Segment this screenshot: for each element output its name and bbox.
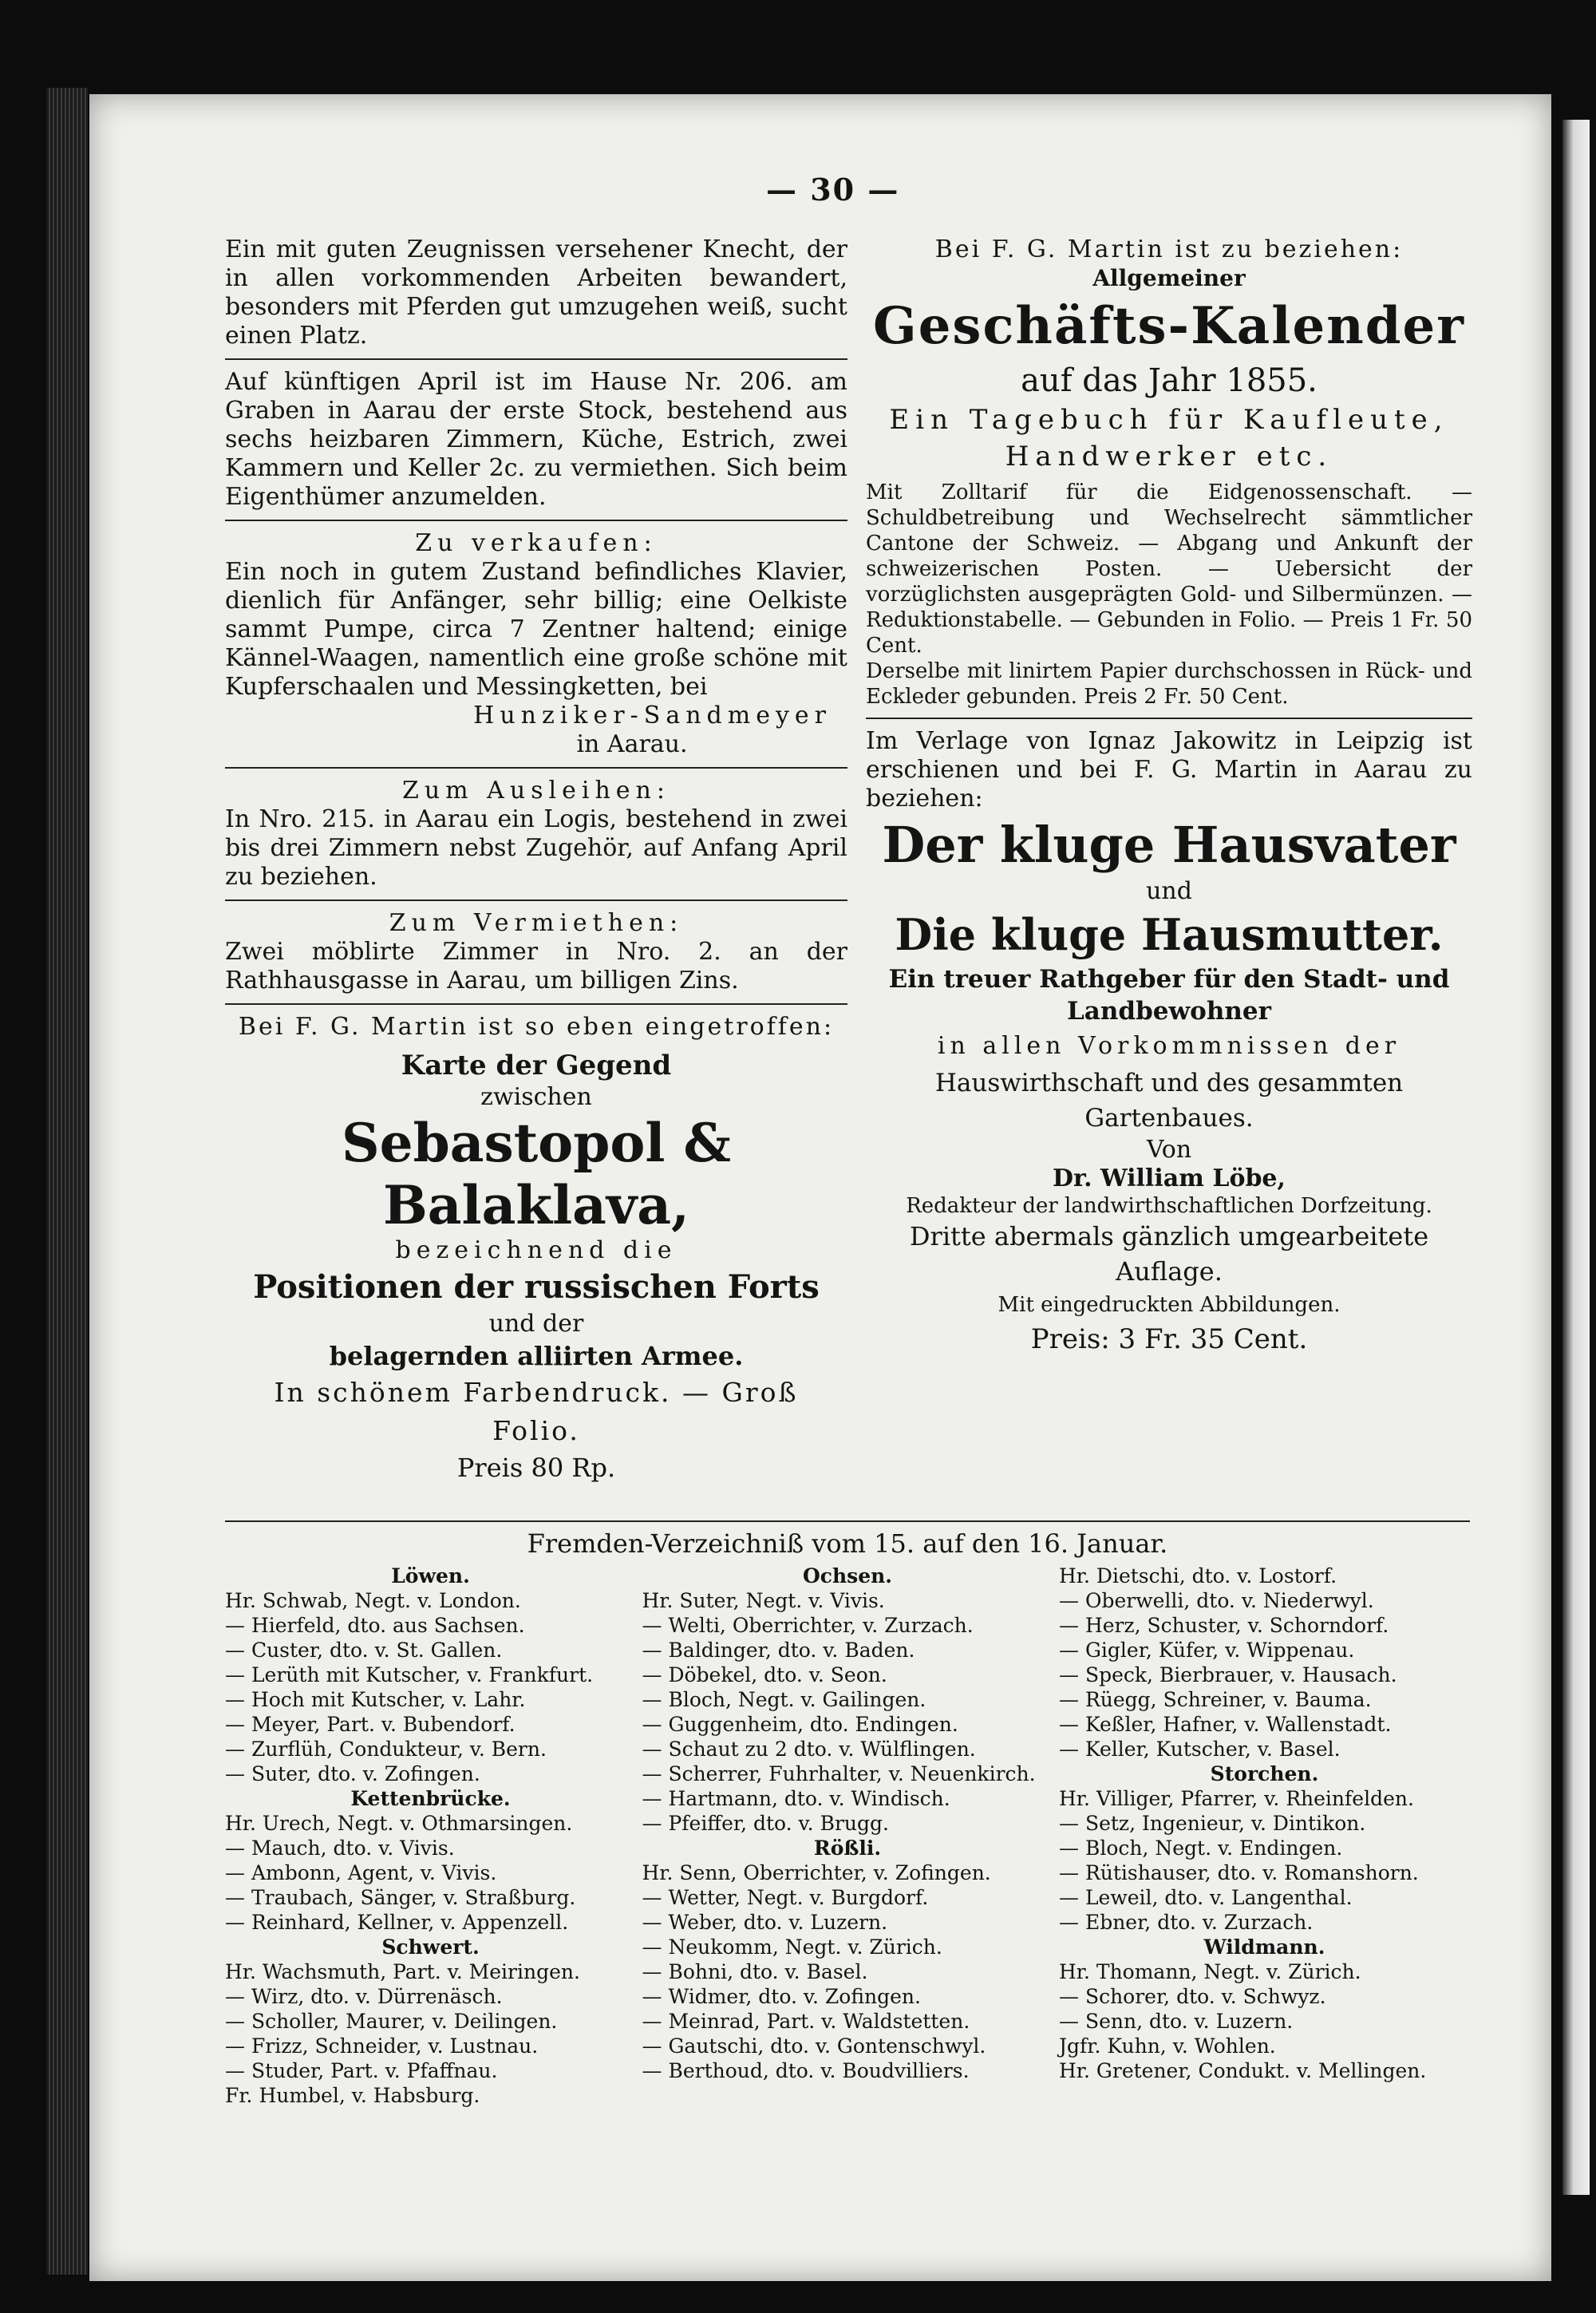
guest-entry: — Bohni, dto. v. Basel. xyxy=(642,1960,868,1983)
heading-zum-vermiethen: Zum Vermiethen: xyxy=(389,909,684,937)
guest-entry: — Custer, dto. v. St. Gallen. xyxy=(225,1639,503,1662)
guest-entry: — Scholler, Maurer, v. Deilingen. xyxy=(225,2010,558,2033)
guest-entry: Jgfr. Kuhn, v. Wohlen. xyxy=(1059,2034,1276,2058)
guest-entry: — Lerüth mit Kutscher, v. Frankfurt. xyxy=(225,1663,594,1686)
heading-zum-ausleihen: Zum Ausleihen: xyxy=(402,777,670,805)
guest-entry: — Ambonn, Agent, v. Vivis. xyxy=(225,1861,497,1884)
karte-intro: Bei F. G. Martin ist so eben eingetroffen: xyxy=(238,1013,835,1041)
guest-entry: — Hoch mit Kutscher, v. Lahr. xyxy=(225,1688,526,1711)
guest-entry: — Studer, Part. v. Pfaffnau. xyxy=(225,2059,498,2082)
guest-entry: — Frizz, Schneider, v. Lustnau. xyxy=(225,2034,539,2058)
guest-entry: — Rüegg, Schreiner, v. Bauma. xyxy=(1059,1688,1372,1711)
divider xyxy=(225,1003,847,1005)
kalender-title: Geschäfts-Kalender xyxy=(873,296,1465,356)
guest-entry: — Widmer, dto. v. Zofingen. xyxy=(642,1985,921,2008)
karte-armee: belagernden alliirten Armee. xyxy=(329,1341,744,1371)
guest-entry: — Mauch, dto. v. Vivis. xyxy=(225,1837,455,1860)
guest-entry: — Gautschi, dto. v. Gontenschwyl. xyxy=(642,2034,986,2058)
ad-verkaufen: Ein noch in gutem Zustand befindliches Klavier, dienlich für Anfänger, sehr billig; eine Oelkiste sammt Pumpe, circa 7 Zentner haltend; einige Kännel-Waagen, namentlich eine große schöne mit Kupferschaalen und Messingketten, bei xyxy=(225,558,847,701)
guest-entry: Fr. Humbel, v. Habsburg. xyxy=(225,2084,480,2107)
hotel-heading: Schwert. xyxy=(381,1935,480,1959)
hausvater-und: und xyxy=(1146,877,1192,905)
hausvater-abbildungen: Mit eingedruckten Abbildungen. xyxy=(998,1293,1341,1317)
guest-entry: — Meinrad, Part. v. Waldstetten. xyxy=(642,2010,970,2033)
karte-preis: Preis 80 Rp. xyxy=(456,1453,616,1483)
hausvater-redakteur: Redakteur der landwirthschaftlichen Dorfzeitung. xyxy=(906,1194,1432,1218)
karte-und-der: und der xyxy=(488,1310,584,1338)
guest-entry: — Ebner, dto. v. Zurzach. xyxy=(1059,1911,1314,1934)
guest-entry: — Gigler, Küfer, v. Wippenau. xyxy=(1059,1639,1355,1662)
kalender-handwerker: Handwerker etc. xyxy=(1005,441,1333,472)
guest-entry: Hr. Dietschi, dto. v. Lostorf. xyxy=(1059,1564,1337,1587)
guest-entry: — Rütishauser, dto. v. Romanshorn. xyxy=(1059,1861,1419,1884)
guest-entry: — Reinhard, Kellner, v. Appenzell. xyxy=(225,1911,569,1934)
ad-vermieten-stock: Auf künftigen April ist im Hause Nr. 206. am Graben in Aarau der erste Stock, bestehend aus sechs heizbaren Zimmern, Küche, Estrich, zwei Kammern und Keller 2c. zu vermiethen. Sich beim Eigenthümer anzumelden. xyxy=(225,368,847,511)
guest-entry: — Welti, Oberrichter, v. Zurzach. xyxy=(642,1614,974,1637)
karte-druck: In schönem Farbendruck. — Groß Folio. xyxy=(274,1377,799,1446)
hausvater-intro: Im Verlage von Ignaz Jakowitz in Leipzig ist erschienen und bei F. G. Martin in Aarau zu beziehen: xyxy=(866,727,1472,813)
hausvater-preis: Preis: 3 Fr. 35 Cent. xyxy=(1030,1323,1308,1355)
guest-entry: — Döbekel, dto. v. Seon. xyxy=(642,1663,887,1686)
hotel-heading: Löwen. xyxy=(391,1564,470,1587)
fremden-column-3 xyxy=(1059,1564,1470,2108)
hausmutter-title: Die kluge Hausmutter. xyxy=(895,909,1444,960)
guest-entry: — Weber, dto. v. Luzern. xyxy=(642,1911,888,1934)
guest-entry: — Wetter, Negt. v. Burgdorf. xyxy=(642,1886,929,1909)
guest-entry: — Berthoud, dto. v. Boudvilliers. xyxy=(642,2059,970,2082)
hausvater-author: Dr. William Löbe, xyxy=(1053,1164,1286,1192)
guest-entry: — Bloch, Negt. v. Endingen. xyxy=(1059,1837,1343,1860)
guest-entry: — Keßler, Hafner, v. Wallenstadt. xyxy=(1059,1713,1392,1736)
page-number: — 30 — xyxy=(766,172,900,208)
guest-entry: Hr. Thomann, Negt. v. Zürich. xyxy=(1059,1960,1361,1983)
guest-entry: — Schaut zu 2 dto. v. Wülflingen. xyxy=(642,1738,976,1761)
karte-positionen: Positionen der russischen Forts xyxy=(253,1268,820,1306)
divider xyxy=(225,358,847,360)
fremden-column-1 xyxy=(225,1564,636,2108)
guest-entry: — Speck, Bierbrauer, v. Hausach. xyxy=(1059,1663,1397,1686)
guest-entry: Hr. Wachsmuth, Part. v. Meiringen. xyxy=(225,1960,580,1983)
fremden-verzeichnis xyxy=(225,1512,1470,2108)
guest-entry: — Scherrer, Fuhrhalter, v. Neuenkirch. xyxy=(642,1762,1036,1785)
guest-entry: — Wirz, dto. v. Dürrenäsch. xyxy=(225,1985,503,2008)
hausvater-auflage: Dritte abermals gänzlich umgearbeitete Auflage. xyxy=(909,1221,1429,1287)
guest-entry: — Senn, dto. v. Luzern. xyxy=(1059,2010,1294,2033)
kalender-contents: Mit Zolltarif für die Eidgenossenschaft. — Schuldbetreibung und Wechselrecht sämmtlicher Cantone der Schweiz. — Abgang und Ankunft der schweizerischen Posten. — Uebersicht der vorzüglichsten ausgeprägten Gold- und Silbermünzen. — Reduktionstabelle. — Gebunden in Folio. — Preis 1 Fr. 50 Cent. xyxy=(866,480,1472,658)
hotel-heading: Rößli. xyxy=(813,1837,882,1860)
guest-entry: — Suter, dto. v. Zofingen. xyxy=(225,1762,480,1785)
hausvater-subtitle: Ein treuer Rathgeber für den Stadt- und Landbewohner xyxy=(888,965,1450,1026)
hausvater-vorkommnissen: in allen Vorkommnissen der xyxy=(937,1032,1401,1060)
hotel-heading: Storchen. xyxy=(1210,1762,1319,1785)
hotel-heading: Wildmann. xyxy=(1203,1935,1325,1959)
left-column xyxy=(225,235,847,1485)
kalender-tagebuch: Ein Tagebuch für Kaufleute, xyxy=(889,404,1449,436)
guest-entry: — Keller, Kutscher, v. Basel. xyxy=(1059,1738,1341,1761)
divider xyxy=(225,520,847,521)
guest-entry: — Hierfeld, dto. aus Sachsen. xyxy=(225,1614,525,1637)
kalender-jahr: auf das Jahr 1855. xyxy=(1021,362,1317,399)
ad-vermiethen: Zwei möblirte Zimmer in Nro. 2. an der Rathhausgasse in Aarau, um billigen Zins. xyxy=(225,938,847,994)
page-edge xyxy=(1562,120,1590,2195)
karte-title: Karte der Gegend xyxy=(401,1050,672,1081)
hotel-heading: Ochsen. xyxy=(802,1564,893,1587)
guest-entry: Hr. Villiger, Pfarrer, v. Rheinfelden. xyxy=(1059,1787,1414,1810)
guest-entry: — Hartmann, dto. v. Windisch. xyxy=(642,1787,950,1810)
guest-entry: — Herz, Schuster, v. Schorndorf. xyxy=(1059,1614,1389,1637)
hausvater-von: Von xyxy=(1146,1136,1192,1164)
divider xyxy=(866,718,1472,719)
kalender-allgemeiner: Allgemeiner xyxy=(1092,265,1246,291)
guest-entry: Hr. Gretener, Condukt. v. Mellingen. xyxy=(1059,2059,1427,2082)
karte-bezeichnend: bezeichnend die xyxy=(395,1236,678,1264)
guest-entry: — Zurflüh, Condukteur, v. Bern. xyxy=(225,1738,547,1761)
divider xyxy=(225,900,847,901)
divider xyxy=(225,1520,1470,1522)
karte-zwischen: zwischen xyxy=(480,1083,592,1111)
guest-entry: Hr. Urech, Negt. v. Othmarsingen. xyxy=(225,1812,573,1835)
hausvater-title: Der kluge Hausvater xyxy=(882,816,1456,874)
fremden-columns xyxy=(225,1564,1470,2108)
hausvater-hauswirthschaft: Hauswirthschaft und des gesammten Gartenbaues. xyxy=(934,1069,1404,1133)
guest-entry: — Meyer, Part. v. Bubendorf. xyxy=(225,1713,516,1736)
kalender-linirt: Derselbe mit linirtem Papier durchschossen in Rück- und Eckleder gebunden. Preis 2 Fr. 50 Cent. xyxy=(866,659,1472,709)
heading-zu-verkaufen: Zu verkaufen: xyxy=(415,529,658,557)
guest-entry: Hr. Schwab, Negt. v. London. xyxy=(225,1589,521,1612)
guest-entry: — Guggenheim, dto. Endingen. xyxy=(642,1713,958,1736)
kalender-intro: Bei F. G. Martin ist zu beziehen: xyxy=(934,235,1404,263)
guest-entry: — Baldinger, dto. v. Baden. xyxy=(642,1639,915,1662)
guest-entry: — Bloch, Negt. v. Gailingen. xyxy=(642,1688,926,1711)
guest-entry: — Leweil, dto. v. Langenthal. xyxy=(1059,1886,1353,1909)
guest-entry: — Traubach, Sänger, v. Straßburg. xyxy=(225,1886,576,1909)
ad-knecht: Ein mit guten Zeugnissen versehener Knecht, der in allen vorkommenden Arbeiten bewandert, besonders mit Pferden gut umzugehen weiß, sucht einen Platz. xyxy=(225,235,847,350)
guest-entry: Hr. Senn, Oberrichter, v. Zofingen. xyxy=(642,1861,991,1884)
fremden-column-2 xyxy=(642,1564,1053,2108)
ad-ausleihen: In Nro. 215. in Aarau ein Logis, bestehend in zwei bis drei Zimmern nebst Zugehör, auf Anfang April zu beziehen. xyxy=(225,805,847,891)
divider xyxy=(225,767,847,769)
hotel-heading: Kettenbrücke. xyxy=(350,1787,511,1810)
signature-name: Hunziker-Sandmeyer xyxy=(473,702,832,729)
guest-entry: Hr. Suter, Negt. v. Vivis. xyxy=(642,1589,885,1612)
book-spine-edge xyxy=(46,88,88,2275)
guest-entry: — Oberwelli, dto. v. Niederwyl. xyxy=(1059,1589,1374,1612)
fremden-title: Fremden-Verzeichniß vom 15. auf den 16. Januar. xyxy=(527,1528,1168,1559)
signature-place: in Aarau. xyxy=(576,730,688,758)
karte-places: Sebastopol & Balaklava, xyxy=(341,1112,732,1236)
guest-entry: — Pfeiffer, dto. v. Brugg. xyxy=(642,1812,889,1835)
guest-entry: — Setz, Ingenieur, v. Dintikon. xyxy=(1059,1812,1366,1835)
right-column xyxy=(866,235,1472,1358)
guest-entry: — Neukomm, Negt. v. Zürich. xyxy=(642,1935,942,1959)
guest-entry: — Schorer, dto. v. Schwyz. xyxy=(1059,1985,1326,2008)
